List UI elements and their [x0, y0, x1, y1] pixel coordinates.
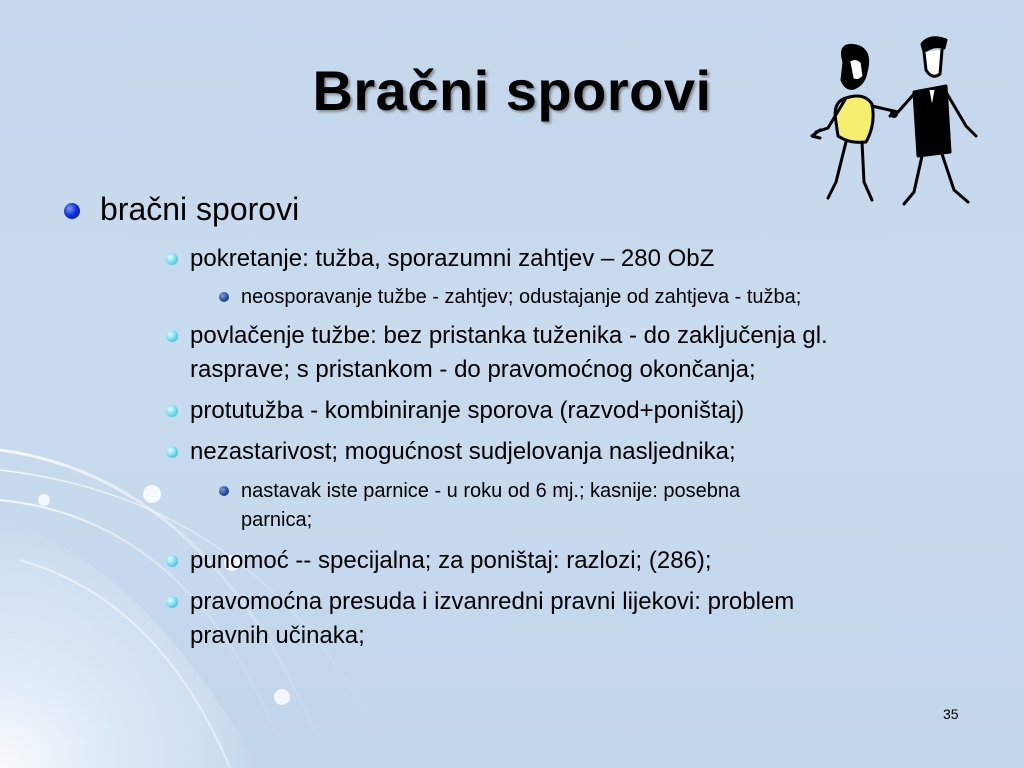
slide-title: Bračni sporovi — [312, 59, 712, 122]
page-number: 35 — [943, 706, 959, 722]
level2-bullet-icon — [166, 330, 178, 342]
list-item-level3: neosporavanje tužbe - zahtjev; odustajanje od zahtjeva - tužba; — [241, 286, 802, 308]
level3-bullet-icon — [219, 292, 229, 302]
list-item-level2: nezastarivost; mogućnost sudjelovanja nasljednika; — [190, 438, 736, 465]
level2-bullet-icon — [166, 446, 178, 458]
level2-bullet-icon — [166, 405, 178, 417]
level3-bullet-icon — [219, 486, 229, 496]
list-item-level2-continuation: rasprave; s pristankom - do pravomoćnog okončanja; — [190, 356, 756, 383]
list-item-level2-continuation: pravnih učinaka; — [190, 622, 365, 649]
list-item-level2: povlačenje tužbe: bez pristanka tuženika - do zaključenja gl. — [190, 322, 828, 349]
level2-bullet-icon — [166, 596, 178, 608]
level2-bullet-icon — [166, 253, 178, 265]
level2-bullet-icon — [166, 555, 178, 567]
level1-bullet-icon — [64, 203, 80, 219]
list-item-level3: nastavak iste parnice - u roku od 6 mj.; kasnije: posebna — [241, 480, 741, 502]
list-item-level1: bračni sporovi — [100, 191, 300, 227]
list-item-level3-continuation: parnica; — [241, 509, 313, 531]
list-item-level2: pravomoćna presuda i izvanredni pravni lijekovi: problem — [190, 588, 795, 615]
list-item-level2: pokretanje: tužba, sporazumni zahtjev – 280 ObZ — [190, 245, 715, 272]
list-item-level2: protutužba - kombiniranje sporova (razvod+poništaj) — [190, 397, 745, 424]
list-item-level2: punomoć -- specijalna; za poništaj: razlozi; (286); — [190, 547, 712, 574]
